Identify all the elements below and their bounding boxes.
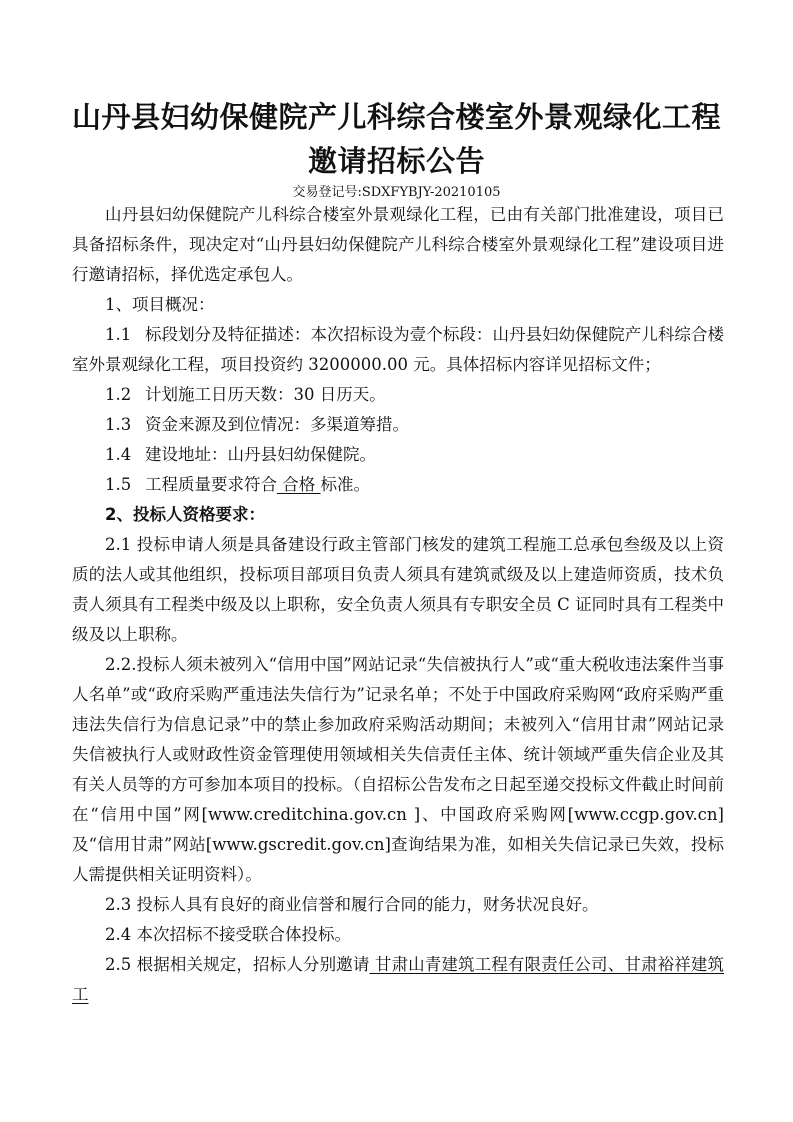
item-2-3: 2.3 投标人具有良好的商业信誉和履行合同的能力，财务状况良好。 bbox=[105, 895, 599, 914]
item-1-3 bbox=[72, 410, 724, 440]
item-1-2 bbox=[72, 380, 724, 410]
item-text: 计划施工日历天数：30 日历天。 bbox=[145, 385, 386, 404]
item-text: 标段划分及特征描述：本次招标设为壹个标段：山丹县妇幼保健院产儿科综合楼室外景观绿化工程，项目投资约 3200000.00 元。具体招标内容详见招标文件； bbox=[72, 325, 724, 374]
item-text: 资金来源及到位情况：多渠道筹措。 bbox=[145, 415, 409, 434]
item-number: 1.1 bbox=[105, 325, 132, 344]
section1-heading: 1、项目概况： bbox=[105, 295, 215, 314]
document-title: 山丹县妇幼保健院产儿科综合楼室外景观绿化工程 bbox=[71, 100, 721, 134]
invited-companies: 甘肃山青建筑工程有限责任公司、甘肃裕祥建筑工 bbox=[72, 955, 724, 1004]
document-body bbox=[72, 200, 724, 1010]
item-text: 2.5 根据相关规定，招标人分别邀请 bbox=[105, 955, 370, 974]
item-2-4: 2.4 本次招标不接受联合体投标。 bbox=[105, 925, 351, 944]
document-subtitle: 邀请招标公告 bbox=[307, 144, 485, 178]
item-1-1 bbox=[72, 320, 724, 380]
quality-standard-value: 合格 bbox=[277, 475, 321, 494]
item-2-5 bbox=[72, 950, 724, 1010]
item-number: 1.4 bbox=[105, 445, 132, 464]
item-text: 建设地址：山丹县妇幼保健院。 bbox=[145, 445, 376, 464]
item-2-2: 2.2.投标人须未被列入“信用中国”网站记录“失信被执行人”或“重大税收违法案件当事人名单”或“政府采购严重违法失信行为”记录名单；不处于中国政府采购网“政府采购严重违法失信行为信息记录”中的禁止参加政府采购活动期间；未被列入“信用甘肃”网站记录失信被执行人或财政性资金管理使用领域相关失信责任主体、统计领域严重失信企业及其有关人员等的方可参加本项目的投标。（自招标公告发布之日起至递交投标文件截止时间前在“信用中国”网[www.creditchina.gov.cn ]、中国政府采购网[www.ccgp.gov.cn]及“信用甘肃”网站[www.gscredit.gov.cn]查询结果为准，如相关失信记录已失效，投标人需提供相关证明资料）。 bbox=[72, 655, 724, 884]
item-2-1: 2.1 投标申请人须是具备建设行政主管部门核发的建筑工程施工总承包叁级及以上资质的法人或其他组织，投标项目部项目负责人须具有建筑贰级及以上建造师资质，技术负责人须具有工程类中级及以上职称，安全负责人须具有专职安全员 C 证同时具有工程类中级及以上职称。 bbox=[72, 535, 724, 644]
registration-number: 交易登记号:SDXFYBJY-20210105 bbox=[292, 185, 501, 200]
item-text: 工程质量要求符合 bbox=[145, 475, 277, 494]
item-number: 1.2 bbox=[105, 385, 132, 404]
item-number: 1.5 bbox=[105, 475, 132, 494]
item-1-4 bbox=[72, 440, 724, 470]
item-1-5 bbox=[72, 470, 724, 500]
item-text-end: 标准。 bbox=[320, 475, 370, 494]
intro-paragraph: 山丹县妇幼保健院产儿科综合楼室外景观绿化工程，已由有关部门批准建设，项目已具备招标条件，现决定对“山丹县妇幼保健院产儿科综合楼室外景观绿化工程”建设项目进行邀请招标，择优选定承包人。 bbox=[72, 205, 724, 284]
section2-heading: 2、投标人资格要求： bbox=[105, 505, 265, 524]
item-number: 1.3 bbox=[105, 415, 132, 434]
